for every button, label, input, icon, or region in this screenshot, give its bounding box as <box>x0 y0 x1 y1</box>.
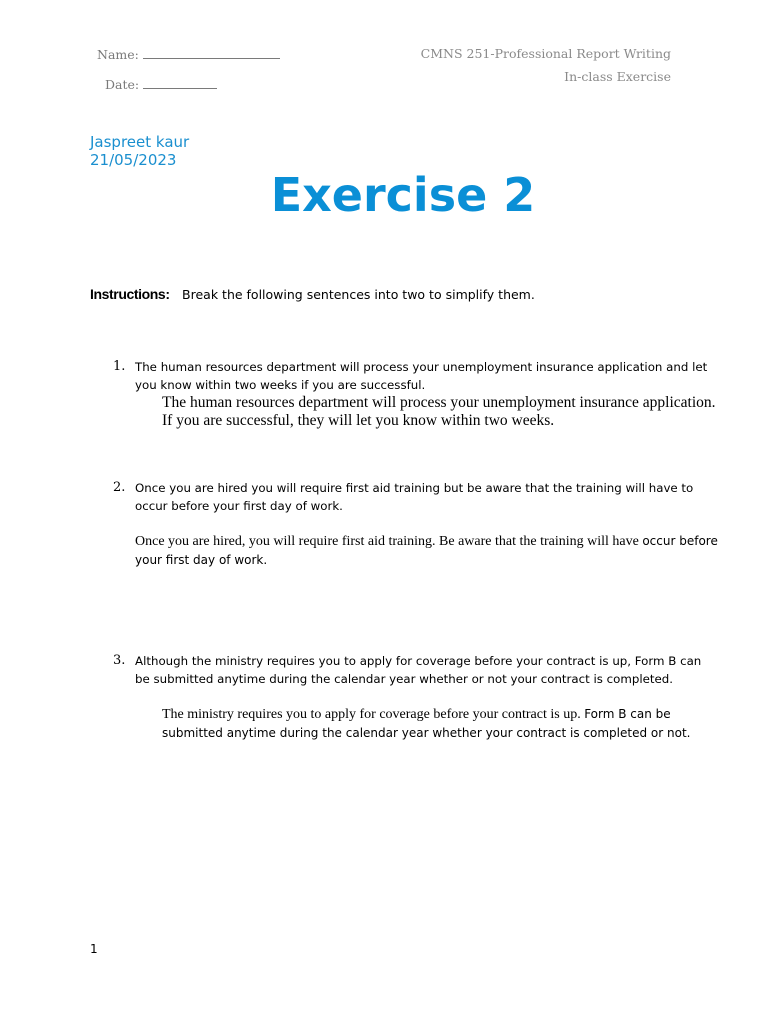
answer-2-part-1: Once you are hired, you will require first aid training. Be aware that the training will have <box>135 534 639 549</box>
author-date: 21/05/2023 <box>90 151 177 169</box>
date-blank-line[interactable] <box>143 76 217 89</box>
exercise-type: In-class Exercise <box>564 69 671 84</box>
author-name: Jaspreet kaur <box>90 133 190 151</box>
date-label: Date: <box>105 77 140 92</box>
name-blank-line[interactable] <box>143 46 280 59</box>
answer-1: The human resources department will process your unemployment insurance application. If you are successful, they will let you know within two weeks. <box>162 394 716 429</box>
question-1: The human resources department will process your unemployment insurance application and let you know within two weeks if you are successful. <box>135 360 708 392</box>
answer-3-part-1: The ministry requires you to apply for coverage before your contract is up. <box>162 707 581 722</box>
item-number-2: 2. <box>113 480 126 495</box>
instructions-text: Break the following sentences into two to simplify them. <box>182 287 535 302</box>
question-2: Once you are hired you will require first aid training but be aware that the training will have to occur before your first day of work. <box>135 481 694 513</box>
answer-2 <box>135 532 720 570</box>
answer-3 <box>162 705 707 743</box>
question-3: Although the ministry requires you to apply for coverage before your contract is up, Form B can be submitted anytime during the calendar year whether or not your contract is completed. <box>135 654 702 686</box>
page-title: Exercise 2 <box>270 168 536 222</box>
item-number-1: 1. <box>113 359 126 374</box>
item-number-3: 3. <box>113 653 126 668</box>
name-label: Name: <box>97 47 139 62</box>
course-title: CMNS 251-Professional Report Writing <box>420 46 671 61</box>
answer-3-part-2: Form B can be submitted anytime during the calendar year whether your contract is completed or not. <box>162 707 691 740</box>
page-number: 1 <box>90 942 98 956</box>
date-field[interactable] <box>105 76 217 92</box>
name-field[interactable] <box>97 46 280 62</box>
instructions <box>90 286 535 304</box>
answer-2-part-2: occur before your first day of work. <box>135 534 718 567</box>
instructions-label: Instructions: <box>90 286 170 302</box>
